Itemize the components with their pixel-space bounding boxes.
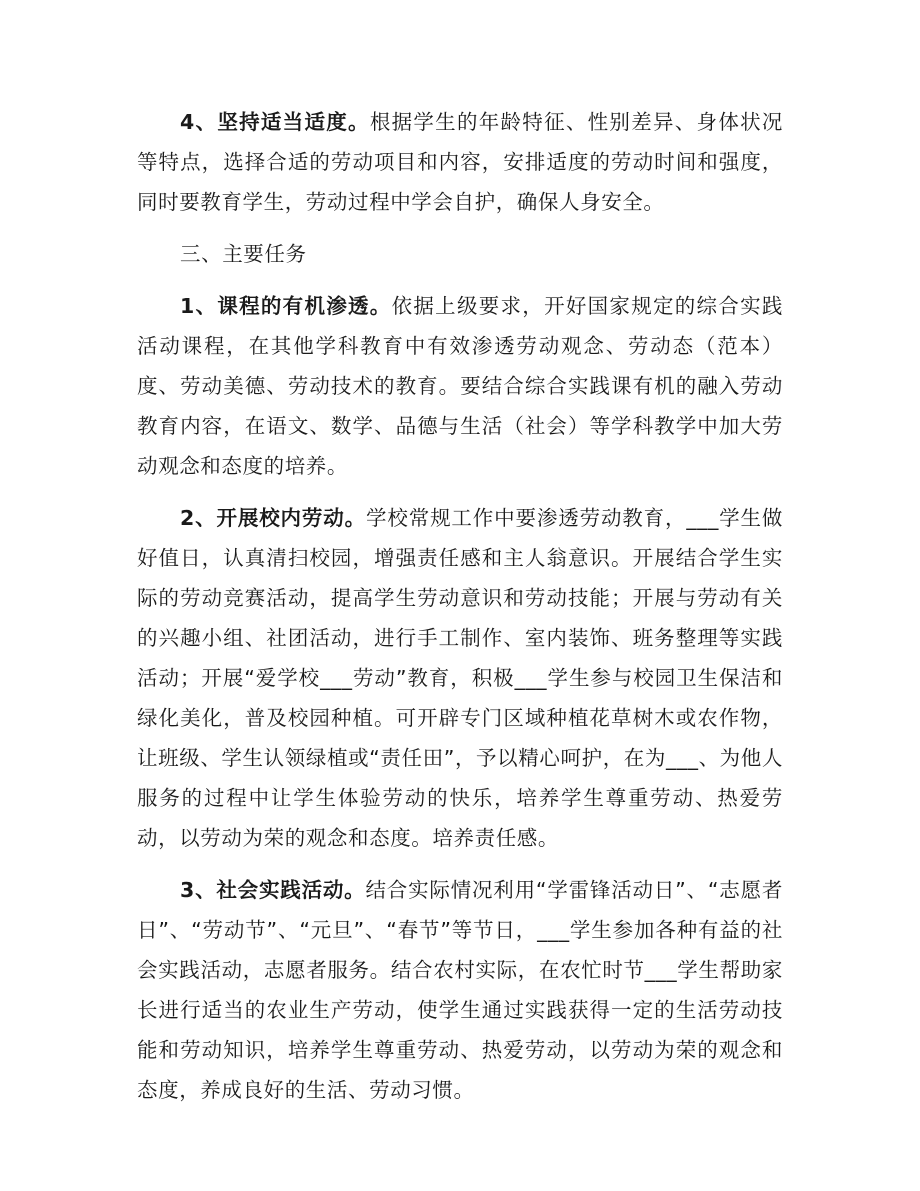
section-heading: 三、主要任务 — [180, 242, 307, 266]
task-3-lead: 3、社会实践活动。 — [180, 878, 366, 902]
task-2-paragraph — [137, 498, 783, 858]
task-2-body: 学校常规工作中要渗透劳动教育，___学生做好值日，认真清扫校园，增强责任感和主人翁意识。开展结合学生实际的劳动竞赛活动，提高学生劳动意识和劳动技能；开展与劳动有关的兴趣小组、社团活动，进行手工制作、室内装饰、班务整理等实践活动；开展“爱学校___劳动”教育，积极___学生参与校园卫生保洁和绿化美化，普及校园种植。可开辟专门区域种植花草树木或农作物，让班级、学生认领绿植或“责任田”，予以精心呵护，在为___、为他人服务的过程中让学生体验劳动的快乐，培养学生尊重劳动、热爱劳动，以劳动为荣的观念和态度。培养责任感。 — [137, 506, 783, 850]
task-2-lead: 2、开展校内劳动。 — [180, 506, 366, 530]
task-3-body: 结合实际情况利用“学雷锋活动日”、“志愿者日”、“劳动节”、“元旦”、“春节”等节日，___学生参加各种有益的社会实践活动，志愿者服务。结合农村实际，在农忙时节___学生帮助家长进行适当的农业生产劳动，使学生通过实践获得一定的生活劳动技能和劳动知识，培养学生尊重劳动、热爱劳动，以劳动为荣的观念和态度，养成良好的生活、劳动习惯。 — [137, 878, 783, 1102]
document-content — [137, 102, 783, 1122]
principle-4-lead: 4、坚持适当适度。 — [180, 110, 370, 134]
task-3-paragraph — [137, 870, 783, 1110]
principle-4-body: 根据学生的年龄特征、性别差异、身体状况等特点，选择合适的劳动项目和内容，安排适度的劳动时间和强度，同时要教育学生，劳动过程中学会自护，确保人身安全。 — [137, 110, 783, 214]
task-1-lead: 1、课程的有机渗透。 — [180, 294, 392, 318]
task-1-body: 依据上级要求，开好国家规定的综合实践活动课程，在其他学科教育中有效渗透劳动观念、劳动态（范本）度、劳动美德、劳动技术的教育。要结合综合实践课有机的融入劳动教育内容，在语文、数学、品德与生活（社会）等学科教学中加大劳动观念和态度的培养。 — [137, 294, 783, 478]
task-1-paragraph — [137, 286, 783, 486]
principle-4-paragraph — [137, 102, 783, 222]
